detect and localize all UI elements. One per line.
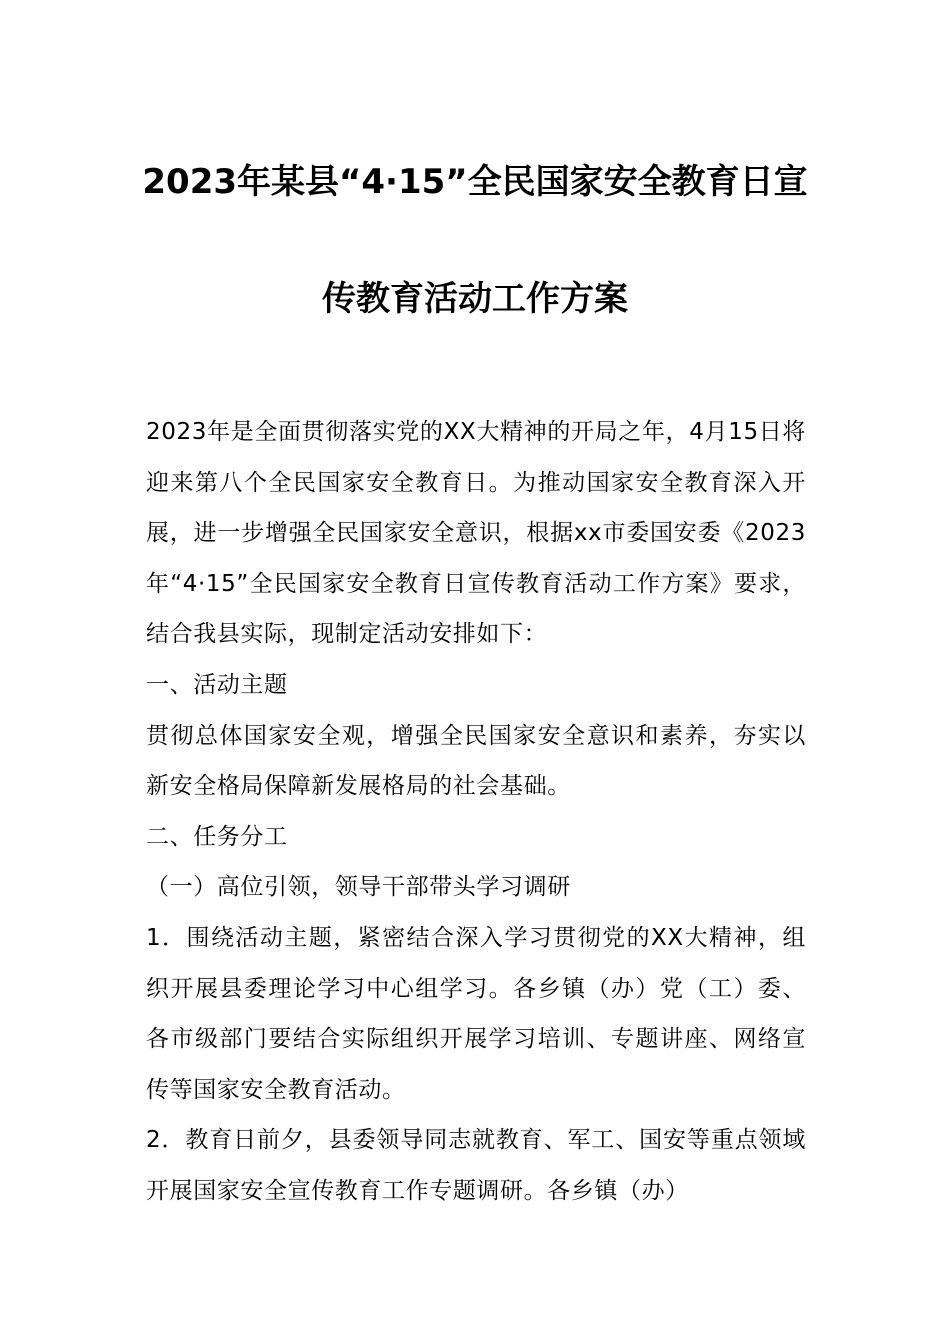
section-heading-tasks: 二、任务分工 [146, 823, 288, 850]
subsection-heading-leadership: （一）高位引领，领导干部带头学习调研 [146, 874, 571, 901]
section-heading-theme: 一、活动主题 [146, 671, 288, 698]
document-body [146, 407, 806, 1217]
document-title-line-2: 传教育活动工作方案 [322, 279, 628, 319]
task-item-1: 1．围绕活动主题，紧密结合深入学习贯彻党的XX大精神，组织开展县委理论学习中心组学习。各乡镇（办）党（工）委、各市级部门要结合实际组织开展学习培训、专题讲座、网络宣传等国家安全教育活动。 [146, 924, 806, 1103]
document-title-line-1: 2023年某县“4·15”全民国家安全教育日宣 [142, 162, 808, 202]
task-item-2: 2．教育日前夕，县委领导同志就教育、军工、国安等重点领域开展国家安全宣传教育工作专题调研。各乡镇（办） [146, 1127, 806, 1204]
theme-paragraph: 贯彻总体国家安全观，增强全民国家安全意识和素养，夯实以新安全格局保障新发展格局的社会基础。 [146, 722, 806, 800]
intro-paragraph: 2023年是全面贯彻落实党的XX大精神的开局之年，4月15日将迎来第八个全民国家安全教育日。为推动国家安全教育深入开展，进一步增强全民国家安全意识，根据xx市委国安委《2023年“4·15”全民国家安全教育日宣传教育活动工作方案》要求，结合我县实际，现制定活动安排如下： [146, 419, 806, 648]
